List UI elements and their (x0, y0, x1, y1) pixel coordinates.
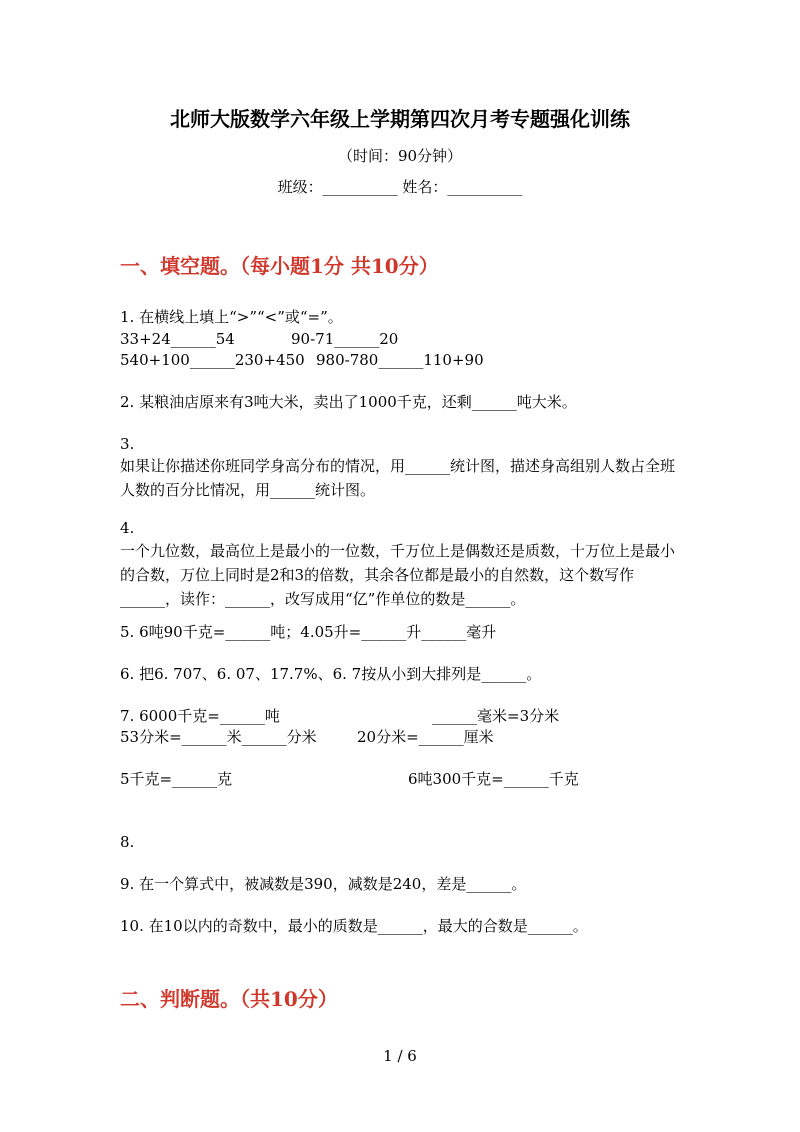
page-number: 1 / 6 (383, 1047, 417, 1065)
question-6: 6. 把6. 707、6. 07、17.7%、6. 7按从小到大排列是______。 (120, 665, 542, 683)
question-7-c: 53分米=______米______分米 (120, 728, 317, 746)
question-7-f: 6吨300千克=______千克 (408, 770, 579, 788)
question-7-e: 5千克=______克 (120, 770, 233, 788)
question-1-b: 90-71______20 (291, 330, 399, 348)
question-1-c: 540+100______230+450 (120, 351, 305, 369)
exam-time: （时间：90分钟） (337, 147, 463, 165)
question-9: 9. 在一个算式中，被减数是390，减数是240，差是______。 (120, 875, 527, 893)
question-4-number: 4. (120, 519, 135, 537)
question-4-text: 一个九位数，最高位上是最小的一位数，千万位上是偶数还是质数，十万位上是最小的合数，万位上同时是2和3的倍数，其余各位都是最小的自然数，这个数写作______，读作：______，改写成用“亿”作单位的数是______。 (120, 542, 676, 608)
section-fill-in-blank: 一、填空题。（每小题1分 共10分） (120, 254, 439, 278)
question-1-a: 33+24______54 (120, 330, 235, 348)
question-7-a: 7. 6000千克=______吨 (120, 707, 280, 725)
question-7-b: ______毫米=3分米 (432, 707, 560, 725)
question-7-d: 20分米=______厘米 (357, 728, 494, 746)
question-5: 5. 6吨90千克=______吨；4.05升=______升______毫升 (120, 623, 497, 641)
section-true-false: 二、判断题。（共10分） (120, 987, 338, 1011)
question-2: 2. 某粮油店原来有3吨大米，卖出了1000千克，还剩______吨大米。 (120, 393, 577, 411)
question-1-stem: 1. 在横线上填上“>”“<”或“=”。 (120, 308, 343, 326)
question-8: 8. (120, 833, 135, 851)
question-1-d: 980-780______110+90 (316, 351, 484, 369)
question-3-number: 3. (120, 435, 135, 453)
question-3-text: 如果让你描述你班同学身高分布的情况，用______统计图，描述身高组别人数占全班人数的百分比情况，用______统计图。 (120, 457, 676, 499)
question-10: 10. 在10以内的奇数中，最小的质数是______，最大的合数是______。 (120, 917, 588, 935)
page-title: 北师大版数学六年级上学期第四次月考专题强化训练 (170, 107, 630, 131)
class-name-line: 班级：__________ 姓名：__________ (277, 178, 523, 196)
